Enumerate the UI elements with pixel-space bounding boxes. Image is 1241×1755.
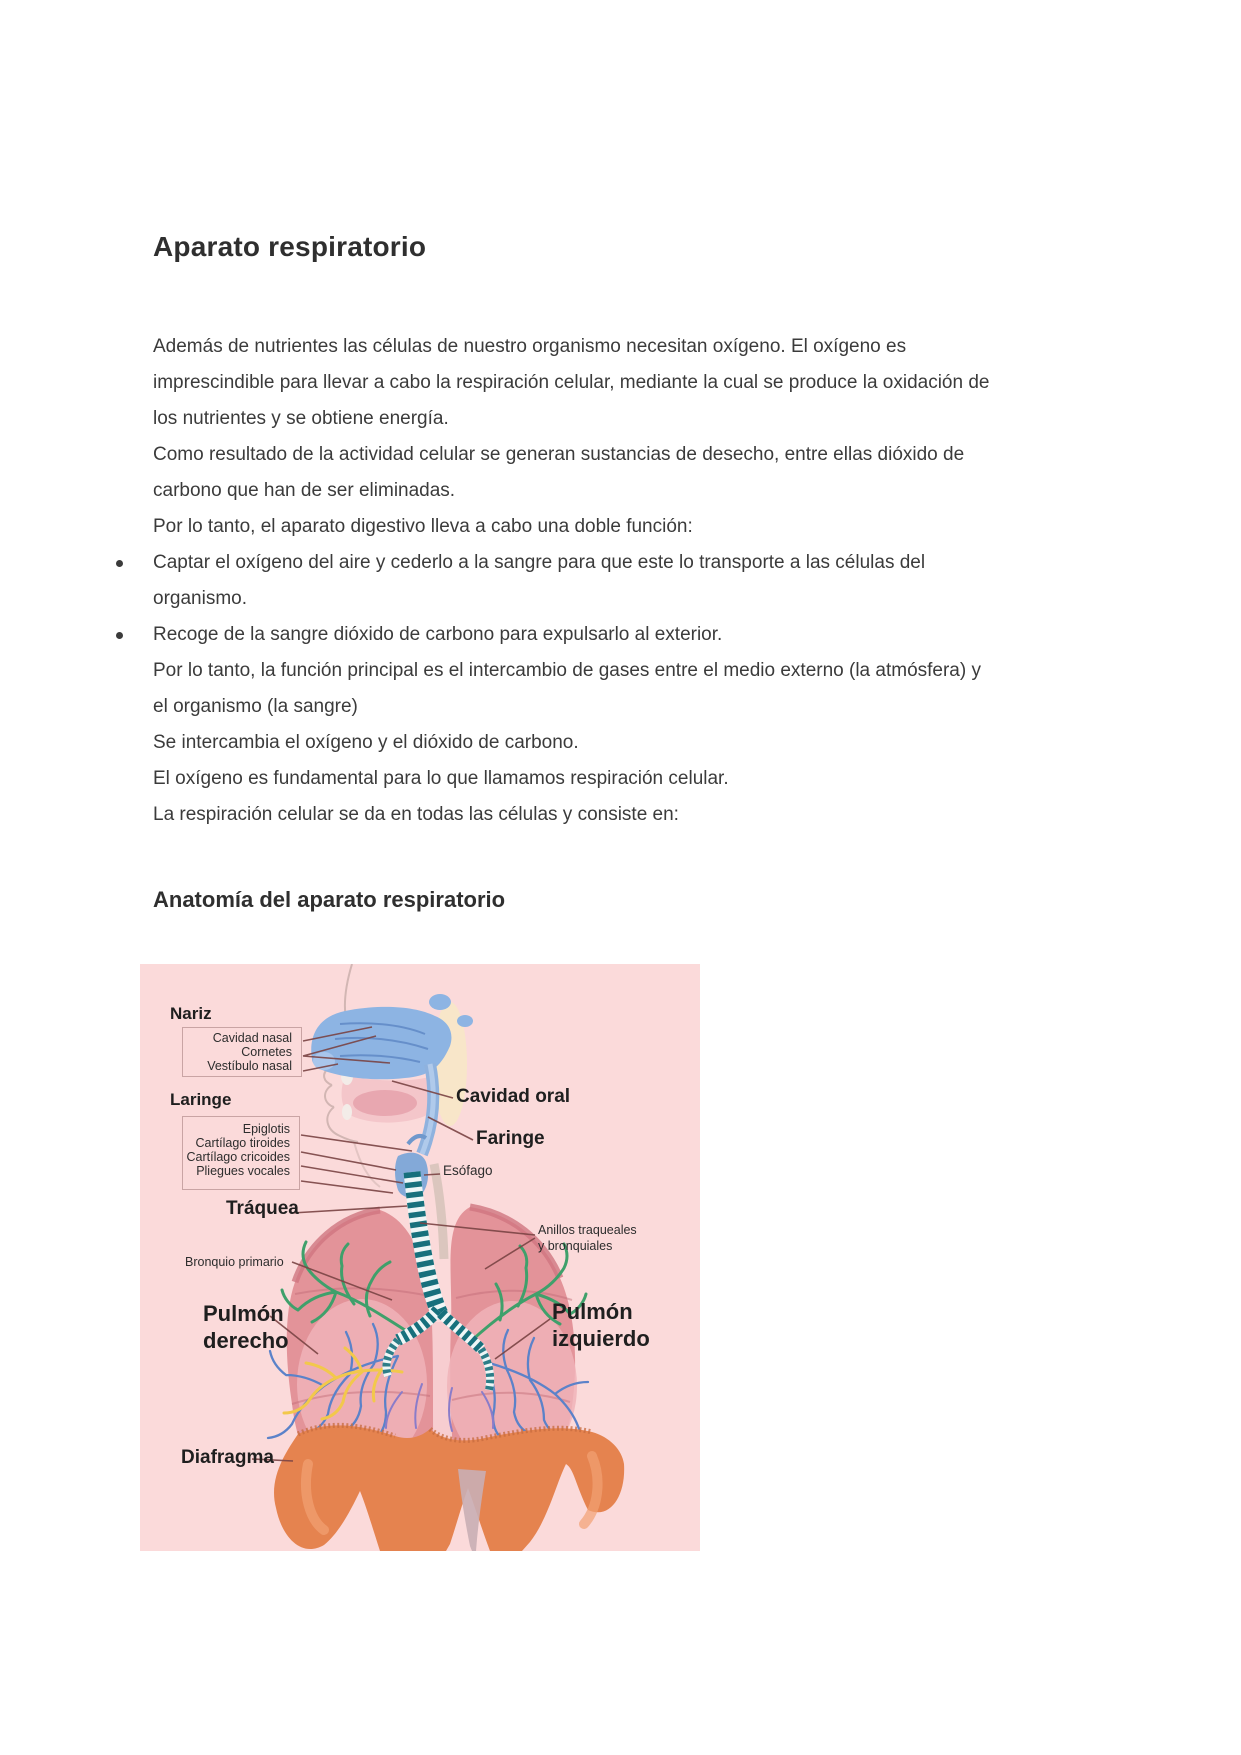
paragraph: La respiración celular se da en todas las células y consiste en: bbox=[153, 804, 679, 825]
label-vestibulo-nasal: Vestíbulo nasal bbox=[207, 1059, 292, 1073]
section-heading: Anatomía del aparato respiratorio bbox=[153, 887, 506, 913]
diaphragm bbox=[274, 1425, 624, 1551]
label-anillos-line2: y bronquiales bbox=[538, 1239, 613, 1253]
label-pulmon-izquierdo-line2: izquierdo bbox=[552, 1326, 650, 1351]
label-pulmon-derecho-line1: Pulmón bbox=[203, 1301, 284, 1326]
label-cartilago-cricoides: Cartílago cricoides bbox=[186, 1150, 290, 1164]
bullet-item: Captar el oxígeno del aire y cederlo a la sangre para que este lo transporte a las células del organismo. bbox=[153, 545, 991, 617]
label-diafragma: Diafragma bbox=[181, 1447, 274, 1468]
label-nariz: Nariz bbox=[170, 1004, 212, 1023]
bullet-item: Recoge de la sangre dióxido de carbono para expulsarlo al exterior. bbox=[153, 617, 991, 653]
paragraph: Además de nutrientes las células de nuestro organismo necesitan oxígeno. El oxígeno es imprescindible para llevar a cabo la respiración celular, mediante la cual se produce la oxidación de los nutrientes y se obtiene energía. bbox=[153, 336, 990, 429]
label-anillos bbox=[538, 1222, 637, 1254]
label-pulmon-izquierdo bbox=[552, 1298, 650, 1352]
label-bronquio-primario: Bronquio primario bbox=[185, 1255, 284, 1269]
label-anillos-line1: Anillos traqueales bbox=[538, 1223, 637, 1237]
label-pulmon-derecho-line2: derecho bbox=[203, 1328, 289, 1353]
label-pulmon-derecho bbox=[203, 1300, 289, 1354]
label-cornetes: Cornetes bbox=[241, 1045, 292, 1059]
label-faringe: Faringe bbox=[476, 1128, 545, 1149]
laringe-label-box bbox=[182, 1116, 300, 1190]
nariz-label-box bbox=[182, 1027, 302, 1077]
label-laringe: Laringe bbox=[170, 1090, 232, 1109]
paragraph: Por lo tanto, la función principal es el intercambio de gases entre el medio externo (la atmósfera) y el organismo (la sangre) bbox=[153, 660, 981, 717]
label-cavidad-nasal: Cavidad nasal bbox=[212, 1031, 292, 1045]
paragraph: El oxígeno es fundamental para lo que llamamos respiración celular. bbox=[153, 768, 729, 789]
label-cavidad-oral: Cavidad oral bbox=[456, 1086, 571, 1107]
label-epiglotis: Epiglotis bbox=[242, 1122, 290, 1136]
label-cartilago-tiroides: Cartílago tiroides bbox=[195, 1136, 290, 1150]
label-pliegues-vocales: Pliegues vocales bbox=[196, 1164, 290, 1178]
paragraph: Se intercambia el oxígeno y el dióxido de carbono. bbox=[153, 732, 579, 753]
respiratory-anatomy-figure bbox=[140, 964, 700, 1551]
paragraph: Por lo tanto, el aparato digestivo lleva a cabo una doble función: bbox=[153, 516, 693, 537]
label-traquea: Tráquea bbox=[226, 1198, 299, 1219]
page-title: Aparato respiratorio bbox=[153, 230, 427, 262]
paragraph: Como resultado de la actividad celular se generan sustancias de desecho, entre ellas dióxido de carbono que han de ser eliminadas. bbox=[153, 444, 965, 501]
label-pulmon-izquierdo-line1: Pulmón bbox=[552, 1299, 633, 1324]
body-text bbox=[153, 329, 991, 833]
label-esofago: Esófago bbox=[443, 1163, 493, 1178]
